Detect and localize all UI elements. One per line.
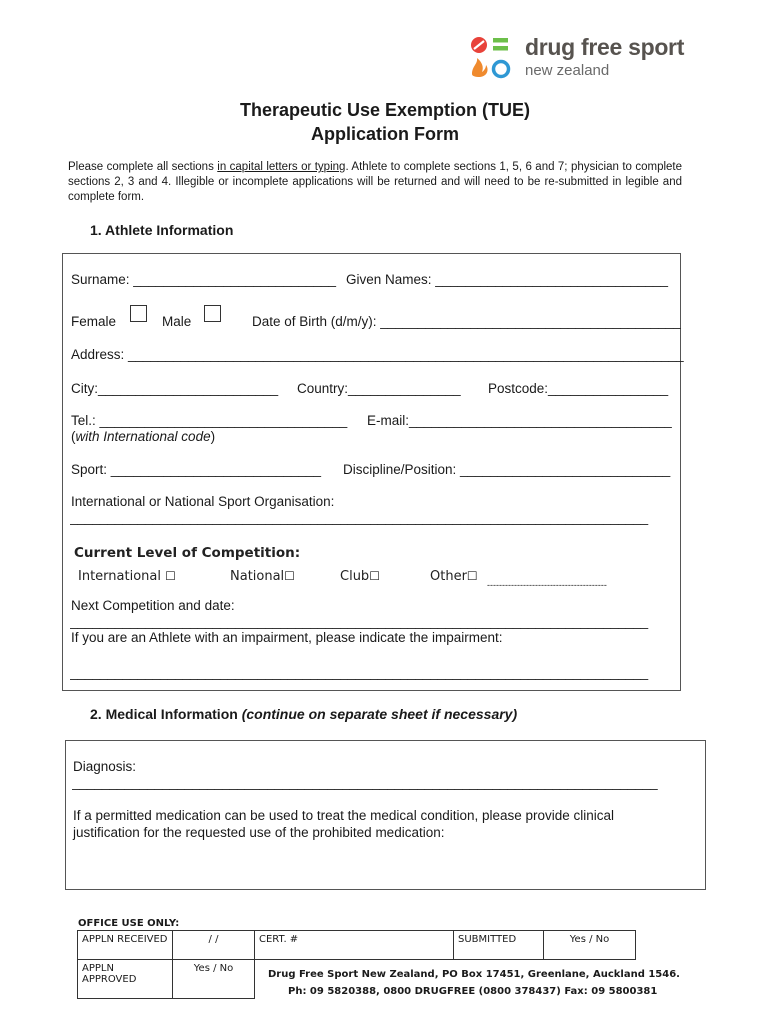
- competition-heading: Current Level of Competition:: [74, 545, 301, 561]
- cell-appln-approved: [77, 959, 173, 999]
- next-competition-label: Next Competition and date:: [71, 598, 235, 613]
- section2-heading: [90, 706, 517, 722]
- intro-text-1: Please complete all sections: [68, 161, 218, 173]
- office-use-label: OFFICE USE ONLY:: [78, 918, 180, 929]
- comp-international-label: International: [78, 569, 161, 584]
- given-names-field[interactable]: Given Names: _______________________________: [346, 272, 669, 287]
- comp-club-checkbox[interactable]: ☐: [369, 569, 380, 583]
- appln-approved-line1: APPLN: [82, 963, 114, 974]
- next-competition-line[interactable]: _____________________________________________________________________________: [70, 614, 649, 629]
- impairment-label: If you are an Athlete with an impairment, please indicate the impairment:: [71, 630, 503, 645]
- organisation-label: International or National Sport Organisation:: [71, 494, 335, 509]
- permitted-text-1: If a permitted medication can be used to treat the medical condition, please provide clinical: [73, 808, 615, 823]
- logo-subtitle: new zealand: [525, 62, 610, 79]
- email-field[interactable]: E-mail:___________________________________: [367, 413, 672, 428]
- cell-received-date[interactable]: / /: [172, 930, 255, 960]
- surname-field[interactable]: Surname: ___________________________: [71, 272, 336, 287]
- impairment-line[interactable]: _____________________________________________________________________________: [70, 665, 649, 680]
- page-title: [0, 98, 770, 146]
- comp-option-other[interactable]: [430, 569, 478, 584]
- intro-text-2: . Athlete to complete sections 1, 5, 6 and 7; physician to complete sections 2, 3 and 4. Illegible or incomplete applications will be returned and will need to be re-submitted in legible and complete form.: [68, 161, 683, 203]
- organisation-line[interactable]: _____________________________________________________________________________: [70, 510, 649, 525]
- title-line-1: Therapeutic Use Exemption (TUE): [239, 100, 531, 120]
- city-field[interactable]: City:________________________: [71, 381, 279, 396]
- footer-phone: Ph: 09 5820388, 0800 DRUGFREE (0800 378437) Fax: 09 5800381: [288, 986, 658, 997]
- cell-submitted: SUBMITTED: [453, 930, 544, 960]
- comp-national-label: National: [230, 569, 285, 584]
- cell-approved-yesno[interactable]: Yes / No: [172, 959, 255, 999]
- comp-national-checkbox[interactable]: ☐: [284, 569, 295, 583]
- section2-heading-text: 2. Medical Information: [90, 706, 238, 722]
- tel-field[interactable]: Tel.: _________________________________: [71, 413, 348, 428]
- title-line-2: Application Form: [311, 124, 459, 144]
- intro-underlined: in capital letters or typing: [217, 161, 346, 173]
- female-checkbox[interactable]: [130, 305, 147, 322]
- section2-heading-note: (continue on separate sheet if necessary): [241, 706, 518, 722]
- comp-option-international[interactable]: [78, 569, 176, 584]
- logo-wordmark: drug free sport: [525, 34, 685, 60]
- comp-other-label: Other: [430, 569, 467, 584]
- comp-international-checkbox[interactable]: ☐: [165, 569, 176, 583]
- cell-appln-received: APPLN RECEIVED: [77, 930, 173, 960]
- comp-option-club[interactable]: [340, 569, 380, 584]
- postcode-field[interactable]: Postcode:________________: [488, 381, 669, 396]
- diagnosis-line[interactable]: ______________________________________________________________________________: [72, 775, 658, 790]
- dob-field[interactable]: Date of Birth (d/m/y): ________________________________________: [252, 314, 681, 329]
- intro-paragraph: [68, 160, 682, 205]
- cell-cert[interactable]: CERT. #: [254, 930, 454, 960]
- intl-code-text: with International code: [75, 429, 211, 444]
- comp-other-checkbox[interactable]: ☐: [466, 569, 478, 583]
- address-field[interactable]: Address: __________________________________________________________________________: [71, 347, 684, 362]
- logo-mark-icon: [468, 34, 518, 82]
- intl-code-note: (with International code): [71, 429, 216, 444]
- discipline-field[interactable]: Discipline/Position: ____________________________: [343, 462, 671, 477]
- cell-submitted-yesno[interactable]: Yes / No: [543, 930, 636, 960]
- male-checkbox[interactable]: [204, 305, 221, 322]
- sport-field[interactable]: Sport: ____________________________: [71, 462, 321, 477]
- permitted-text-2: justification for the requested use of the prohibited medication:: [73, 825, 445, 840]
- section1-heading: 1. Athlete Information: [90, 222, 234, 238]
- male-label: Male: [162, 314, 192, 329]
- diagnosis-label: Diagnosis:: [73, 759, 137, 774]
- appln-approved-line2: APPROVED: [82, 974, 137, 985]
- comp-other-dashes[interactable]: ----------------------------------------: [487, 580, 607, 590]
- country-field[interactable]: Country:_______________: [297, 381, 461, 396]
- comp-club-label: Club: [340, 569, 370, 584]
- comp-option-national[interactable]: [230, 569, 295, 584]
- footer-address: Drug Free Sport New Zealand, PO Box 17451, Greenlane, Auckland 1546.: [268, 969, 680, 980]
- female-label: Female: [71, 314, 117, 329]
- logo: [468, 34, 728, 82]
